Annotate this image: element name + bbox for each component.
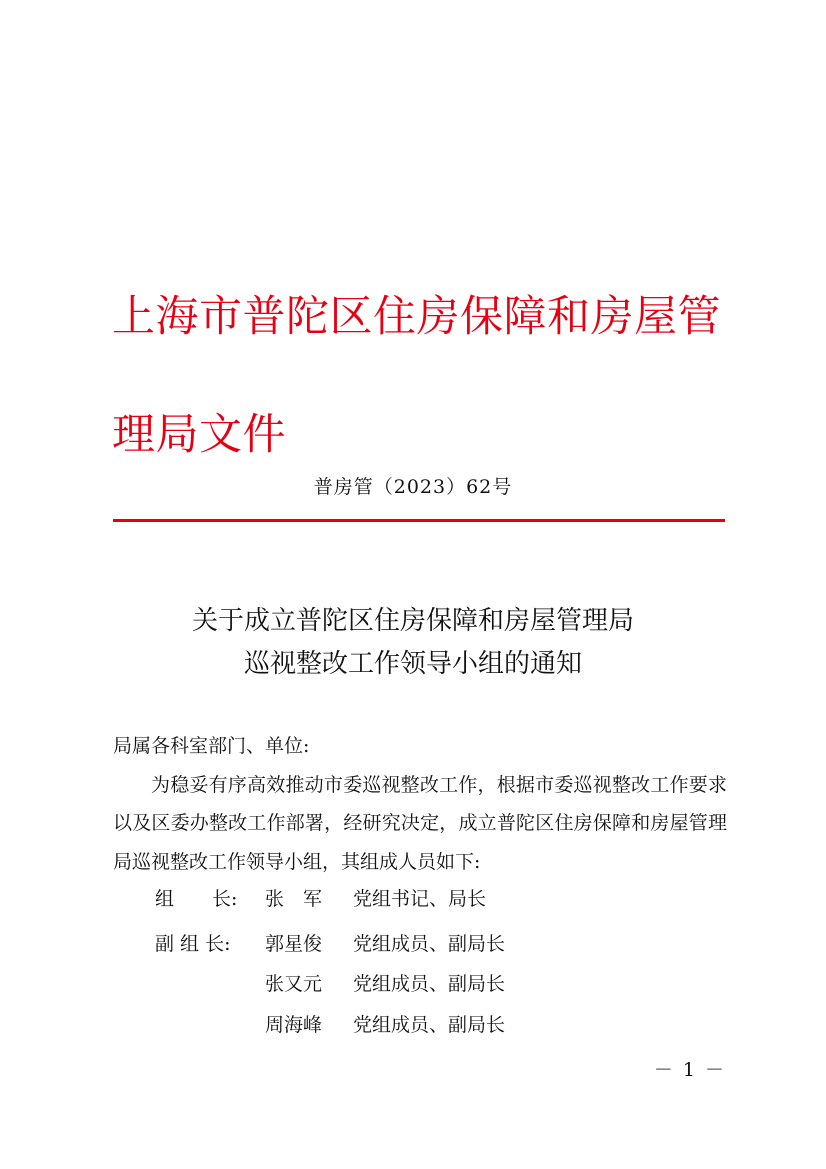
red-divider-line — [113, 519, 725, 522]
member-name: 郭星俊 — [265, 933, 323, 955]
member-name: 周海峰 — [265, 1014, 323, 1036]
member-row — [155, 880, 486, 918]
document-title — [0, 600, 826, 686]
member-position: 党组成员、副局长 — [353, 933, 506, 955]
member-name: 张又元 — [265, 973, 323, 995]
member-position: 党组成员、副局长 — [353, 973, 506, 995]
document-number: 普房管（2023）62号 — [313, 476, 513, 498]
title-line-2: 巡视整改工作领导小组的通知 — [243, 649, 582, 679]
salutation: 局属各科室部门、单位: — [113, 735, 310, 757]
title-line-1: 关于成立普陀区住房保障和房屋管理局 — [191, 606, 634, 636]
body-text — [113, 727, 727, 881]
member-position: 党组成员、副局长 — [353, 1014, 506, 1036]
issuer-header: 上海市普陀区住房保障和房屋管理局文件 — [112, 292, 721, 460]
member-position: 党组书记、局长 — [353, 888, 487, 910]
member-row — [155, 925, 505, 963]
member-role: 组 长: — [155, 888, 238, 910]
member-row — [155, 1006, 505, 1044]
member-role: 副 组 长: — [155, 933, 231, 955]
member-row — [155, 965, 505, 1003]
body-paragraph: 为稳妥有序高效推动市委巡视整改工作，根据市委巡视整改工作要求以及区委办整改工作部署，经研究决定，成立普陀区住房保障和房屋管理局巡视整改工作领导小组，其组成人员如下: — [113, 773, 727, 873]
member-name: 张 军 — [265, 888, 323, 910]
page-number: － 1 － — [653, 1059, 726, 1081]
